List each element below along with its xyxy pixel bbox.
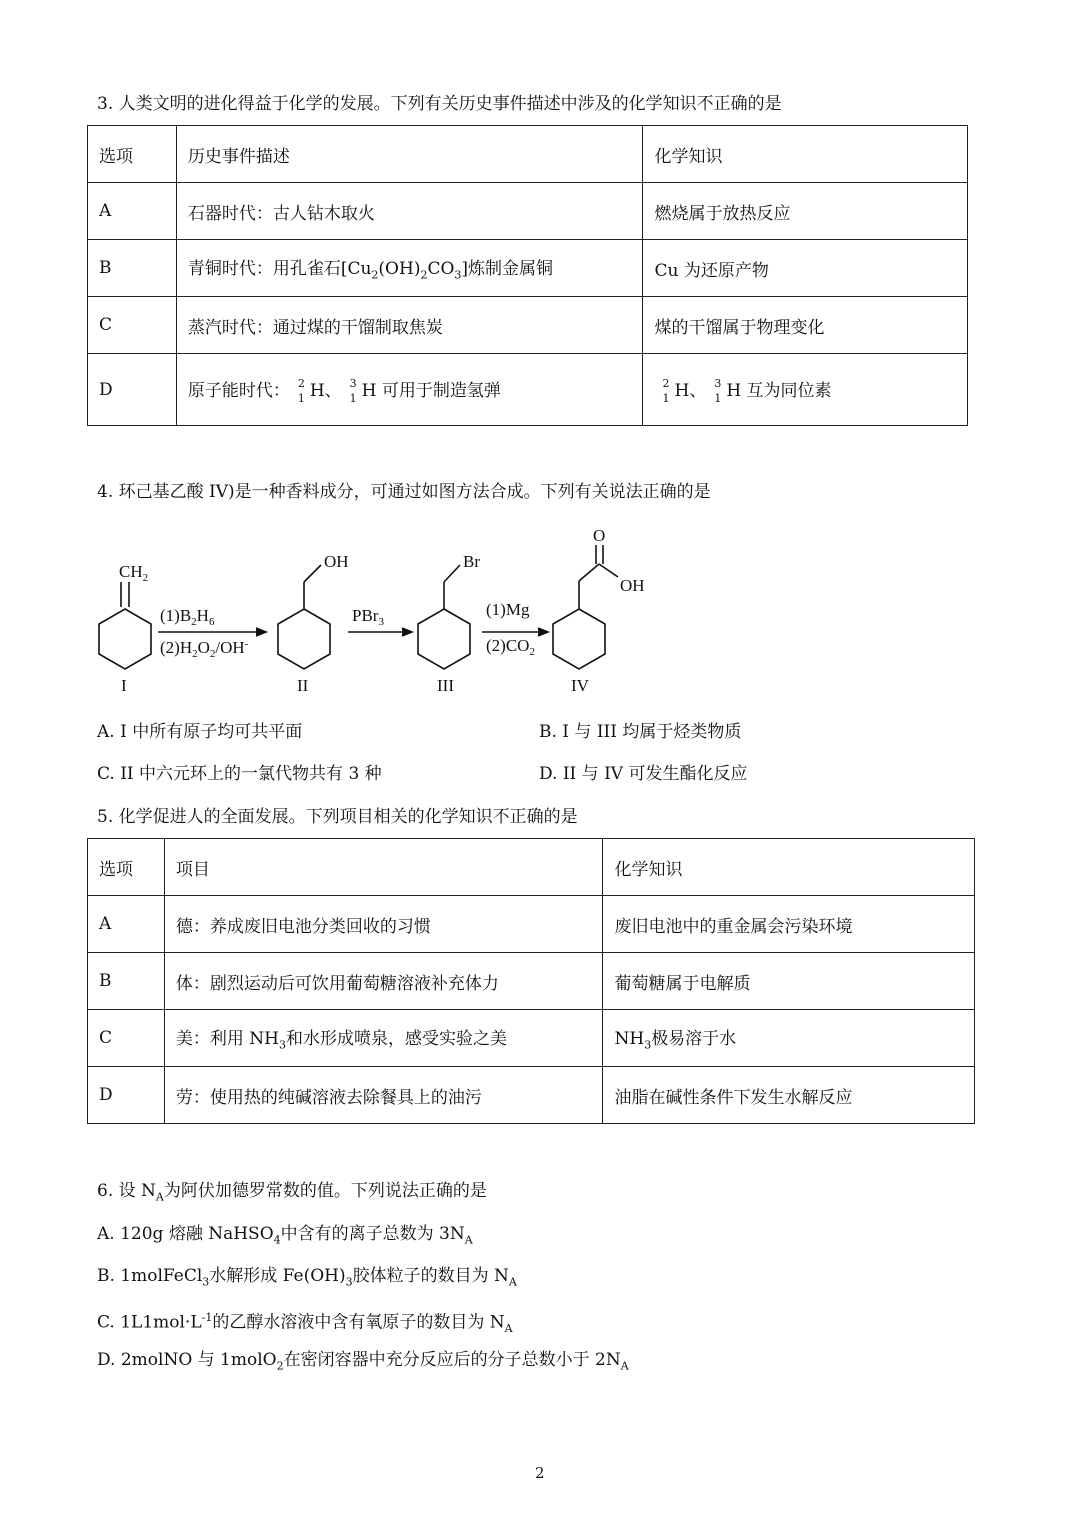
compound-label-iii: III [437,676,454,695]
q6-option-a: A. 120g 熔融 NaHSO$_4$中含有的离子总数为 $3N_A$ [97,1224,473,1247]
q6-option-b: B. 1molFeCl$_3$水解形成 $Fe(OH)_3$胶体粒子的数目为 $N_A$ [97,1266,517,1289]
ring-iii [418,609,470,669]
table-row [88,953,975,1010]
header-description: 历史事件描述 [176,126,643,183]
br-label: Br [463,552,480,571]
option-label: B [88,240,177,297]
q3-table [87,125,968,426]
chem-knowledge: 油脂在碱性条件下发生水解反应 [603,1067,975,1124]
option-label: C [88,1010,165,1067]
table-row [88,240,968,297]
table-row [88,354,968,426]
option-label: C [88,297,177,354]
option-label: D [88,1067,165,1124]
isotope-h2: 2 1 [662,376,670,405]
compound-label-i: I [121,676,127,695]
reagent-1-bottom: $(2)H_2O_2/OH^-$ [160,638,249,660]
option-label: A [88,183,177,240]
compound-label-iv: IV [571,676,589,695]
q5-title: 5. 化学促进人的全面发展。下列项目相关的化学知识不正确的是 [97,807,578,827]
page-number: 2 [535,1464,545,1482]
acid-oh-label: OH [620,576,645,595]
table-row [88,1067,975,1124]
reagent-3-top: (1)Mg [486,600,530,619]
header-knowledge: 化学知识 [643,126,968,183]
ring-ii [278,609,330,669]
q5-table [87,838,975,1124]
q6-option-d: D. 2molNO 与 1molO$_2$在密闭容器中充分反应后的分子总数小于 $2N_A$ [97,1350,629,1373]
synthesis-scheme [80,515,800,705]
option-label: D [88,354,177,426]
reagent-3-bottom: $(2)CO_2$ [486,636,535,658]
q4-option-c: C. II 中六元环上的一氯代物共有 3 种 [97,764,382,784]
carbonyl-o-label: O [593,526,606,545]
table-row [88,297,968,354]
q6-option-c: C. $1L1mol\cdot L^{-1}$的乙醇水溶液中含有氧原子的数目为 $N_A$ [97,1311,513,1336]
table-header-row [88,126,968,183]
ring-i [99,609,151,669]
q6-title: 6. 设 $N_A$为阿伏加德罗常数的值。下列说法正确的是 [97,1181,487,1204]
q4-option-b: B. I 与 III 均属于烃类物质 [539,722,742,742]
chem-knowledge: 葡萄糖属于电解质 [603,953,975,1010]
q3-title: 3. 人类文明的进化得益于化学的发展。下列有关历史事件描述中涉及的化学知识不正确的是 [97,94,782,114]
project-item: 体：剧烈运动后可饮用葡萄糖溶液补充体力 [164,953,603,1010]
reagent-2: PBr$_3$ [352,606,384,628]
event-description: 青铜时代：用孔雀石$[Cu_2(OH)_2CO_3]$炼制金属铜 [176,240,643,297]
event-description: 蒸汽时代：通过煤的干馏制取焦炭 [176,297,643,354]
chem-knowledge: 燃烧属于放热反应 [643,183,968,240]
project-item: 德：养成废旧电池分类回收的习惯 [164,896,603,953]
chem-knowledge: 2 1 H、 3 1 H 互为同位素 [643,354,968,426]
table-row [88,183,968,240]
isotope-h2: 2 1 [297,376,305,405]
table-header-row [88,839,975,896]
project-item: 美：利用 $NH_3$和水形成喷泉，感受实验之美 [164,1010,603,1067]
project-item: 劳：使用热的纯碱溶液去除餐具上的油污 [164,1067,603,1124]
header-option: 选项 [88,839,165,896]
header-knowledge: 化学知识 [603,839,975,896]
table-row [88,896,975,953]
table-row [88,1010,975,1067]
chem-knowledge: 废旧电池中的重金属会污染环境 [603,896,975,953]
compound-label-ii: II [297,676,309,695]
q4-option-d: D. II 与 IV 可发生酯化反应 [539,764,748,784]
option-label: A [88,896,165,953]
header-item: 项目 [164,839,603,896]
ring-iv [553,609,605,669]
q4-option-a: A. I 中所有原子均可共平面 [97,722,303,742]
chem-knowledge: 煤的干馏属于物理变化 [643,297,968,354]
isotope-h3: 3 1 [349,376,357,405]
reagent-1-top: $(1)B_2H_6$ [160,606,215,628]
ch2-label: $CH_2$ [119,562,149,584]
chem-knowledge: $NH_3$极易溶于水 [603,1010,975,1067]
header-option: 选项 [88,126,177,183]
chem-knowledge: Cu 为还原产物 [643,240,968,297]
q4-title: 4. 环己基乙酸 IV)是一种香料成分，可通过如图方法合成。下列有关说法正确的是 [97,482,711,502]
option-label: B [88,953,165,1010]
oh-label: OH [324,552,349,571]
isotope-h3: 3 1 [714,376,722,405]
event-description: 原子能时代： 2 1 H、 3 1 H 可用于制造氢弹 [176,354,643,426]
event-description: 石器时代：古人钻木取火 [176,183,643,240]
